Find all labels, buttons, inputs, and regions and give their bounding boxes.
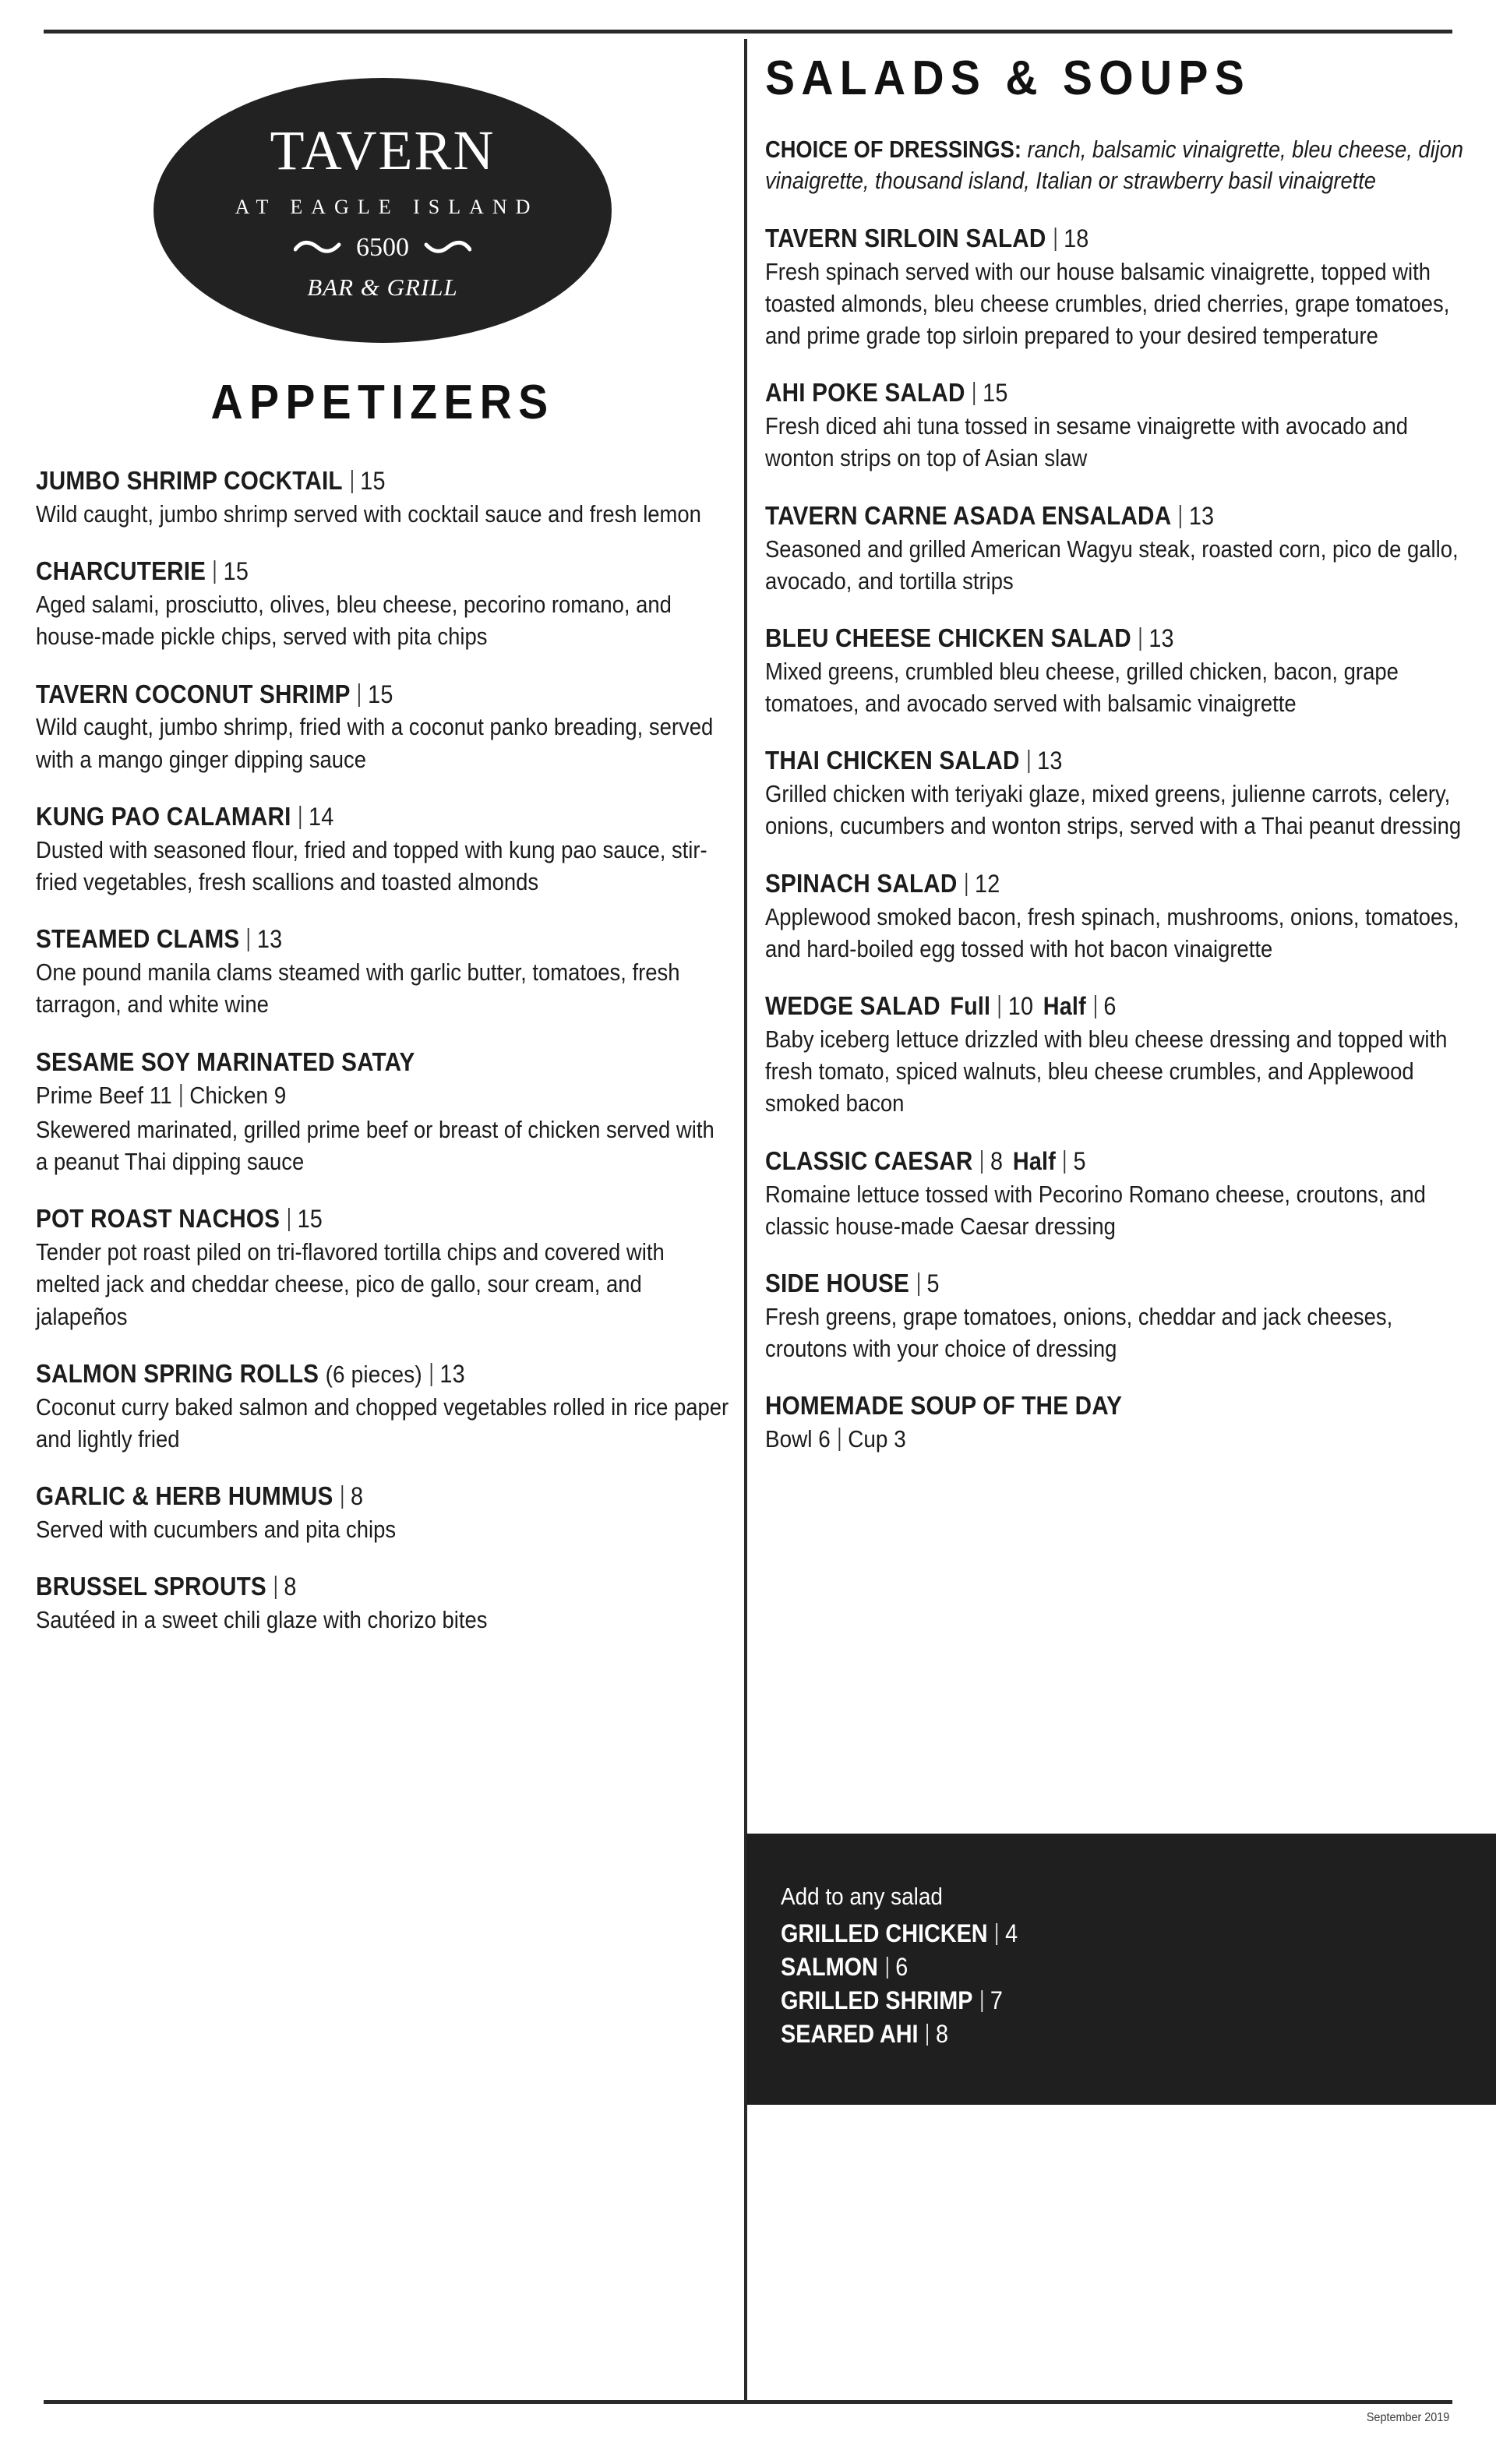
price-divider-icon	[341, 1485, 343, 1509]
item-description: Fresh diced ahi tuna tossed in sesame vinaigrette with avocado and wonton strips on top of Asian slaw	[765, 412, 1409, 472]
item-price: 13	[1188, 501, 1215, 530]
item-heading	[36, 680, 660, 709]
item-description: Served with cucumbers and pita chips	[36, 1516, 397, 1544]
item-subprice-row	[36, 1080, 660, 1111]
item-description: Fresh greens, grape tomatoes, onions, cheddar and jack cheeses, croutons with your choice of dressing	[765, 1302, 1393, 1363]
subprice-value: 6	[818, 1425, 831, 1453]
bottom-rule	[44, 2400, 1452, 2404]
subprice-label: Prime Beef	[36, 1081, 144, 1109]
addons-lead: Add to any salad	[781, 1883, 943, 1910]
menu-item	[36, 1204, 729, 1333]
price-divider-icon	[351, 470, 353, 493]
price-divider-icon	[839, 1428, 841, 1451]
menu-item	[36, 1359, 729, 1455]
item-name: SESAME SOY MARINATED SATAY	[36, 1047, 415, 1076]
item-name: TAVERN COCONUT SHRIMP	[36, 679, 351, 708]
item-description: Wild caught, jumbo shrimp, fried with a coconut panko breading, served with a mango ginger dipping sauce	[36, 713, 714, 773]
price-divider-icon	[181, 1084, 182, 1107]
item-heading	[765, 869, 1403, 898]
swoosh-left-icon	[294, 239, 342, 256]
item-heading	[765, 991, 1403, 1021]
item-heading	[36, 466, 660, 496]
appetizers-column	[36, 47, 729, 1663]
item-name: SPINACH SALAD	[765, 868, 958, 898]
addon-price: 6	[895, 1952, 909, 1981]
item-price: 15	[368, 680, 393, 708]
addons-list	[781, 1917, 1496, 2052]
item-size-label: Half	[1043, 992, 1086, 1021]
item-heading	[765, 623, 1403, 653]
item-name: SIDE HOUSE	[765, 1269, 909, 1298]
menu-item	[765, 746, 1474, 842]
restaurant-logo	[36, 78, 729, 343]
logo-tagline: BAR & GRILL	[307, 274, 458, 301]
item-price: 5	[926, 1269, 940, 1298]
price-divider-icon	[887, 1957, 888, 1979]
item-size-price: 10	[1007, 992, 1034, 1021]
item-heading	[36, 1572, 660, 1601]
price-divider-icon	[275, 1576, 277, 1599]
item-price: 18	[1064, 224, 1089, 252]
item-heading	[36, 1204, 660, 1234]
item-description: Dusted with seasoned flour, fried and topped with kung pao sauce, stir-fried vegetables, fresh scallions and toasted almonds	[36, 835, 707, 896]
item-name: AHI POKE SALAD	[765, 378, 965, 408]
addon-name: GRILLED SHRIMP	[781, 1986, 973, 2015]
item-name: BRUSSEL SPROUTS	[36, 1572, 266, 1601]
menu-item	[36, 1572, 729, 1636]
top-rule	[44, 30, 1452, 34]
item-heading	[765, 224, 1403, 253]
item-name: BLEU CHEESE CHICKEN SALAD	[765, 623, 1131, 652]
price-divider-icon	[214, 560, 216, 584]
item-description: Coconut curry baked salmon and chopped vegetables rolled in rice paper and lightly fried	[36, 1393, 729, 1453]
logo-oval	[153, 78, 612, 343]
item-name: CHARCUTERIE	[36, 556, 206, 586]
addon-item	[781, 1917, 1424, 1950]
menu-item	[765, 224, 1474, 352]
item-name: KUNG PAO CALAMARI	[36, 801, 291, 831]
item-price: 13	[1148, 623, 1174, 652]
item-heading	[36, 556, 660, 586]
item-description: Mixed greens, crumbled bleu cheese, grilled chicken, bacon, grape tomatoes, and avocado served with balsamic vinaigrette	[765, 657, 1399, 718]
logo-subtitle: AT EAGLE ISLAND	[235, 196, 539, 218]
item-size-label: Full	[950, 992, 991, 1021]
salads-list	[765, 224, 1474, 1456]
item-price: 13	[1037, 747, 1063, 775]
price-divider-icon	[299, 806, 301, 829]
item-heading	[36, 802, 660, 831]
item-heading	[36, 1359, 660, 1389]
subprice-label: Bowl	[765, 1425, 813, 1453]
menu-item	[36, 1481, 729, 1545]
item-price: 13	[256, 925, 283, 954]
menu-item	[765, 378, 1474, 474]
item-price: 8	[990, 1146, 1004, 1175]
item-description: Aged salami, prosciutto, olives, bleu cheese, pecorino romano, and house-made pickle chips, served with pita chips	[36, 591, 672, 651]
price-divider-icon	[1180, 505, 1181, 528]
item-name: POT ROAST NACHOS	[36, 1204, 280, 1234]
price-divider-icon	[431, 1363, 432, 1386]
item-heading	[36, 1047, 660, 1077]
item-description: Sautéed in a sweet chili glaze with chorizo bites	[36, 1606, 488, 1634]
price-divider-icon	[248, 928, 249, 951]
menu-item	[36, 1047, 729, 1178]
item-price: 15	[983, 379, 1008, 408]
item-description: Baby iceberg lettuce drizzled with bleu cheese dressing and topped with fresh tomato, spiced walnuts, bleu cheese crumbles, and Applewood smoked bacon	[765, 1025, 1448, 1117]
addon-name: GRILLED CHICKEN	[781, 1919, 988, 1947]
menu-item	[765, 501, 1474, 597]
salad-addons-box	[746, 1834, 1496, 2105]
item-description: Wild caught, jumbo shrimp served with cocktail sauce and fresh lemon	[36, 500, 701, 528]
item-heading	[765, 378, 1403, 408]
menu-item	[36, 802, 729, 898]
addon-price: 7	[990, 1986, 1003, 2015]
salads-soups-column	[765, 51, 1474, 1482]
item-name: CLASSIC CAESAR	[765, 1146, 973, 1175]
item-description: Tender pot roast piled on tri-flavored tortilla chips and covered with melted jack and cheddar cheese, pico de gallo, sour cream, and jalapeños	[36, 1238, 665, 1330]
item-name: TAVERN SIRLOIN SALAD	[765, 223, 1046, 252]
item-heading	[36, 924, 660, 954]
item-size-price: 6	[1103, 992, 1117, 1021]
item-description: Grilled chicken with teriyaki glaze, mixed greens, julienne carrots, celery, onions, cucumbers and wonton strips, served with a Thai peanut dressing	[765, 780, 1462, 840]
menu-item	[36, 680, 729, 775]
item-name: WEDGE SALAD	[765, 991, 940, 1021]
item-heading	[765, 1269, 1403, 1298]
item-heading	[765, 746, 1403, 775]
swoosh-right-icon	[423, 239, 471, 256]
logo-number: 6500	[356, 233, 409, 262]
item-name: JUMBO SHRIMP COCKTAIL	[36, 466, 343, 495]
item-name: THAI CHICKEN SALAD	[765, 746, 1020, 775]
item-description: Romaine lettuce tossed with Pecorino Romano cheese, croutons, and classic house-made Caesar dressing	[765, 1180, 1426, 1240]
item-price: 8	[284, 1573, 297, 1601]
menu-item	[765, 623, 1474, 719]
item-description: Skewered marinated, grilled prime beef or breast of chicken served with a peanut Thai dipping sauce	[36, 1115, 714, 1176]
item-price: 15	[223, 557, 249, 586]
item-price: 14	[309, 802, 334, 831]
price-divider-icon	[981, 1150, 983, 1174]
footer-date: September 2019	[1366, 2411, 1449, 2424]
menu-item	[765, 1391, 1474, 1455]
price-divider-icon	[1064, 1150, 1066, 1174]
price-divider-icon	[926, 2024, 928, 2046]
item-size-price: 5	[1073, 1146, 1086, 1175]
appetizers-heading: APPETIZERS	[210, 376, 555, 429]
price-divider-icon	[999, 995, 1000, 1018]
subprice-value: 11	[149, 1081, 172, 1109]
addon-price: 8	[936, 2020, 949, 2049]
price-divider-icon	[1095, 995, 1096, 1018]
menu-item	[36, 556, 729, 652]
item-price: 8	[350, 1482, 364, 1511]
appetizers-list	[36, 466, 729, 1636]
menu-item	[765, 991, 1474, 1120]
addon-name: SEARED AHI	[781, 2020, 919, 2049]
dressings-note	[765, 134, 1470, 197]
item-note: (6 pieces)	[325, 1360, 422, 1388]
dressings-label: CHOICE OF DRESSINGS:	[765, 136, 1021, 163]
addon-item	[781, 2017, 1424, 2051]
price-divider-icon	[1140, 627, 1141, 651]
subprice-value: 9	[273, 1081, 287, 1109]
price-divider-icon	[358, 683, 360, 707]
price-divider-icon	[288, 1208, 290, 1231]
addon-name: SALMON	[781, 1952, 878, 1981]
menu-item	[36, 466, 729, 530]
salads-soups-heading: SALADS & SOUPS	[765, 51, 1251, 105]
price-divider-icon	[981, 1990, 983, 2012]
item-price: 13	[439, 1359, 465, 1388]
item-price: 15	[297, 1205, 323, 1234]
item-description: One pound manila clams steamed with garlic butter, tomatoes, fresh tarragon, and white wine	[36, 958, 680, 1018]
item-name: GARLIC & HERB HUMMUS	[36, 1481, 333, 1511]
addon-price: 4	[1005, 1919, 1018, 1947]
item-description: Fresh spinach served with our house balsamic vinaigrette, topped with toasted almonds, bleu cheese crumbles, dried cherries, grape tomatoes, and prime grade top sirloin prepared to your desired temperature	[765, 257, 1450, 349]
subprice-label: Chicken	[189, 1081, 269, 1109]
item-description: Seasoned and grilled American Wagyu steak, roasted corn, pico de gallo, avocado, and tortilla strips	[765, 535, 1459, 595]
item-heading	[36, 1481, 660, 1511]
item-heading	[765, 1146, 1403, 1176]
addon-item	[781, 1984, 1424, 2017]
item-name: TAVERN CARNE ASADA ENSALADA	[765, 500, 1172, 530]
menu-item	[36, 924, 729, 1020]
addon-item	[781, 1950, 1424, 1984]
item-subprice-row	[765, 1424, 1403, 1455]
price-divider-icon	[1054, 228, 1056, 251]
subprice-label: Cup	[848, 1425, 888, 1453]
subprice-value: 3	[894, 1425, 906, 1453]
menu-item	[765, 1146, 1474, 1242]
item-name: HOMEMADE SOUP OF THE DAY	[765, 1391, 1123, 1421]
item-heading	[765, 1391, 1403, 1421]
item-size-label: Half	[1012, 1146, 1056, 1175]
price-divider-icon	[965, 873, 967, 896]
item-price: 12	[975, 869, 1000, 898]
item-description: Applewood smoked bacon, fresh spinach, mushrooms, onions, tomatoes, and hard-boiled egg tossed with hot bacon vinaigrette	[765, 902, 1459, 962]
item-heading	[765, 501, 1403, 531]
item-price: 15	[360, 467, 386, 495]
logo-title: TAVERN	[270, 119, 496, 182]
menu-item	[765, 869, 1474, 965]
dressings-list: ranch, balsamic vinaigrette, bleu cheese, dijon vinaigrette, thousand island, Italian or strawberry basil vinaigrette	[765, 136, 1464, 195]
price-divider-icon	[996, 1923, 997, 1945]
menu-item	[765, 1269, 1474, 1364]
item-name: SALMON SPRING ROLLS	[36, 1358, 319, 1388]
item-name: STEAMED CLAMS	[36, 924, 240, 954]
price-divider-icon	[1028, 750, 1029, 773]
logo-number-row	[294, 233, 471, 263]
price-divider-icon	[973, 382, 975, 405]
price-divider-icon	[918, 1273, 919, 1296]
